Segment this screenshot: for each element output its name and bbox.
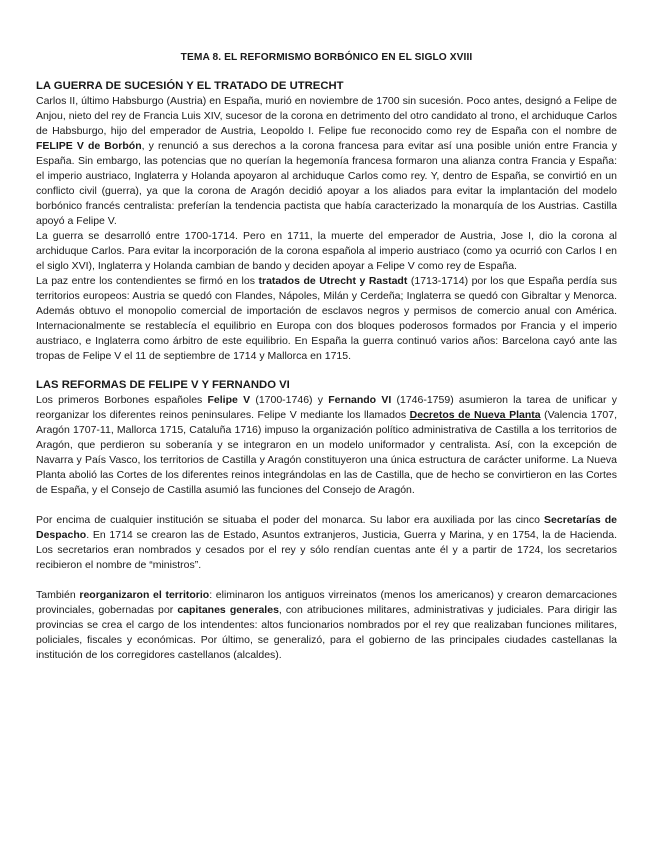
section-heading-guerra-sucesion: LA GUERRA DE SUCESIÓN Y EL TRATADO DE UTRECHT (36, 80, 344, 92)
paragraph-text: (Valencia 1707, Aragón 1707-11, Mallorca 1715, Cataluña 1716) impuso la organización político administrativa de Castilla a los territorios de Aragón, que perdieron su soberanía y se integraron en un modelo uniformador y centralista. Así, con la excepción de Navarra y País Vasco, los territorios de Castilla y Aragón constituyeron una única estructura de carácter uniforme. La Nueva Planta abolió las Cortes de los diferentes reinos integrándolas en las de Castilla, que de hecho se convirtieron en las Cortes de España, y el Consejo de Castilla asumió las funciones del Consejo de Aragón. (36, 409, 618, 496)
paragraph-text: La guerra se desarrolló entre 1700-1714. Pero en 1711, la muerte del emperador de Austria, Jose I, dio la corona al archiduque Carlos. Para evitar la incorporación de la corona española al imperio austriaco (como ya ocurrió con Carlos I en el siglo XVI), Inglaterra y Holanda cambian de bando y deciden apoyar a Felipe V como rey de España. (36, 230, 617, 272)
paragraph-text: , y renunció a sus derechos a la corona francesa para evitar así una posible unión entre Francia y España. Sin embargo, las potencias que no querían la hegemonía francesa formaron una alianza contra Francia y España: el imperio austriaco, Inglaterra y Holanda apoyaron al archiduque Carlos como rey. Y, dentro de España, se convirtió en un conflicto civil (guerra), ya que la corona de Aragón decidió apoyar a los aliados para evitar la implantación del modelo borbónico francés centralista: preferían la tendencia pactista que había caracterizado la monarquía de los Austrias. Castilla apoyó a Felipe V. (36, 140, 617, 227)
bold-term-fernando-vi: Fernando VI (328, 394, 392, 406)
bold-term-felipe-v-borbon: FELIPE V de Borbón (36, 140, 142, 152)
paragraph-text: (1713-1714) por los que España perdía sus territorios europeos: Austria se quedó con Flandes, Nápoles, Milán y Cerdeña; Inglaterra se quedó con Gibraltar y Menorca. Además obtuvo el monopolio comercial de importación de esclavos negros y permisos de comercio anual con América. Internacionalmente se restablecía el equilibrio en Europa con dos bloques poderosos formados por Francia y el imperio austriaco, e Inglaterra como árbitro de este equilibrio. En España la guerra continuó varios años: Barcelona cayó ante las tropas de Felipe V el 11 de septiembre de 1714 y Mallorca en 1715. (36, 275, 617, 362)
document-title: TEMA 8. EL REFORMISMO BORBÓNICO EN EL SIGLO XVIII (180, 52, 473, 63)
paragraph-text: . En 1714 se crearon las de Estado, Asuntos extranjeros, Justicia, Guerra y Marina, y en 1754, la de Hacienda. Los secretarios eran nombrados y cesados por el rey y sólo rendían cuentas ante él y a partir de 1724, los secretarios recibieron el nombre de “ministros”. (36, 529, 617, 571)
bold-term-reorganizaron: reorganizaron el territorio (79, 589, 210, 601)
paragraph-text: (1746-1759) asumieron la tarea de unificar y reorganizar los diferentes reinos peninsulares. Felipe V mediante los llamados (36, 394, 617, 421)
paragraph-text: : eliminaron los antiguos virreinatos (menos los americanos) y crearon demarcaciones provinciales, gobernadas por (36, 589, 618, 616)
bold-term-capitanes: capitanes generales (177, 604, 279, 616)
bold-term-tratados-utrecht: tratados de Utrecht y Rastadt (258, 275, 408, 287)
paragraph-text: Carlos II, último Habsburgo (Austria) en España, murió en noviembre de 1700 sin sucesión. Poco antes, designó a Felipe de Anjou, nieto del rey de Francia Luis XIV, sucesor de la corona en detrimento del otro candidato al trono, el archiduque Carlos de Habsburgo, hijo del emperador de Austria, Leopoldo I. Felipe fue reconocido como rey de España con el nombre de (36, 95, 617, 137)
paragraph-text: La paz entre los contendientes se firmó en los (36, 275, 259, 287)
paragraph-paz-utrecht (36, 274, 617, 364)
paragraph-text: Por encima de cualquier institución se situaba el poder del monarca. Su labor era auxiliada por las cinco (36, 514, 545, 526)
bold-term-felipe-v: Felipe V (207, 394, 251, 406)
paragraph-carlos-ii (36, 94, 617, 229)
paragraph-text: También (36, 589, 80, 601)
bold-term-secretarias: Secretarías de Despacho (36, 514, 617, 541)
paragraph-secretarias (36, 513, 617, 573)
bold-underlined-term-decretos: Decretos de Nueva Planta (409, 409, 541, 421)
paragraph-territorio (36, 588, 617, 663)
paragraph-text: Los primeros Borbones españoles (36, 394, 208, 406)
section-heading-reformas: LAS REFORMAS DE FELIPE V Y FERNANDO VI (36, 379, 290, 391)
paragraph-text: (1700-1746) y (250, 394, 329, 406)
paragraph-nueva-planta (36, 393, 617, 498)
paragraph-text: , con atribuciones militares, administrativas y judiciales. Para dirigir las provincias se crea el cargo de los intendentes: altos funcionarios nombrados por el rey que realizaban funciones militares, policiales, fiscales y económicas. Por último, se generalizó, para el gobierno de las principales ciudades castellanas la institución de los corregidores castellanos (alcaldes). (36, 604, 617, 661)
paragraph-guerra-desarrollo (36, 229, 617, 274)
